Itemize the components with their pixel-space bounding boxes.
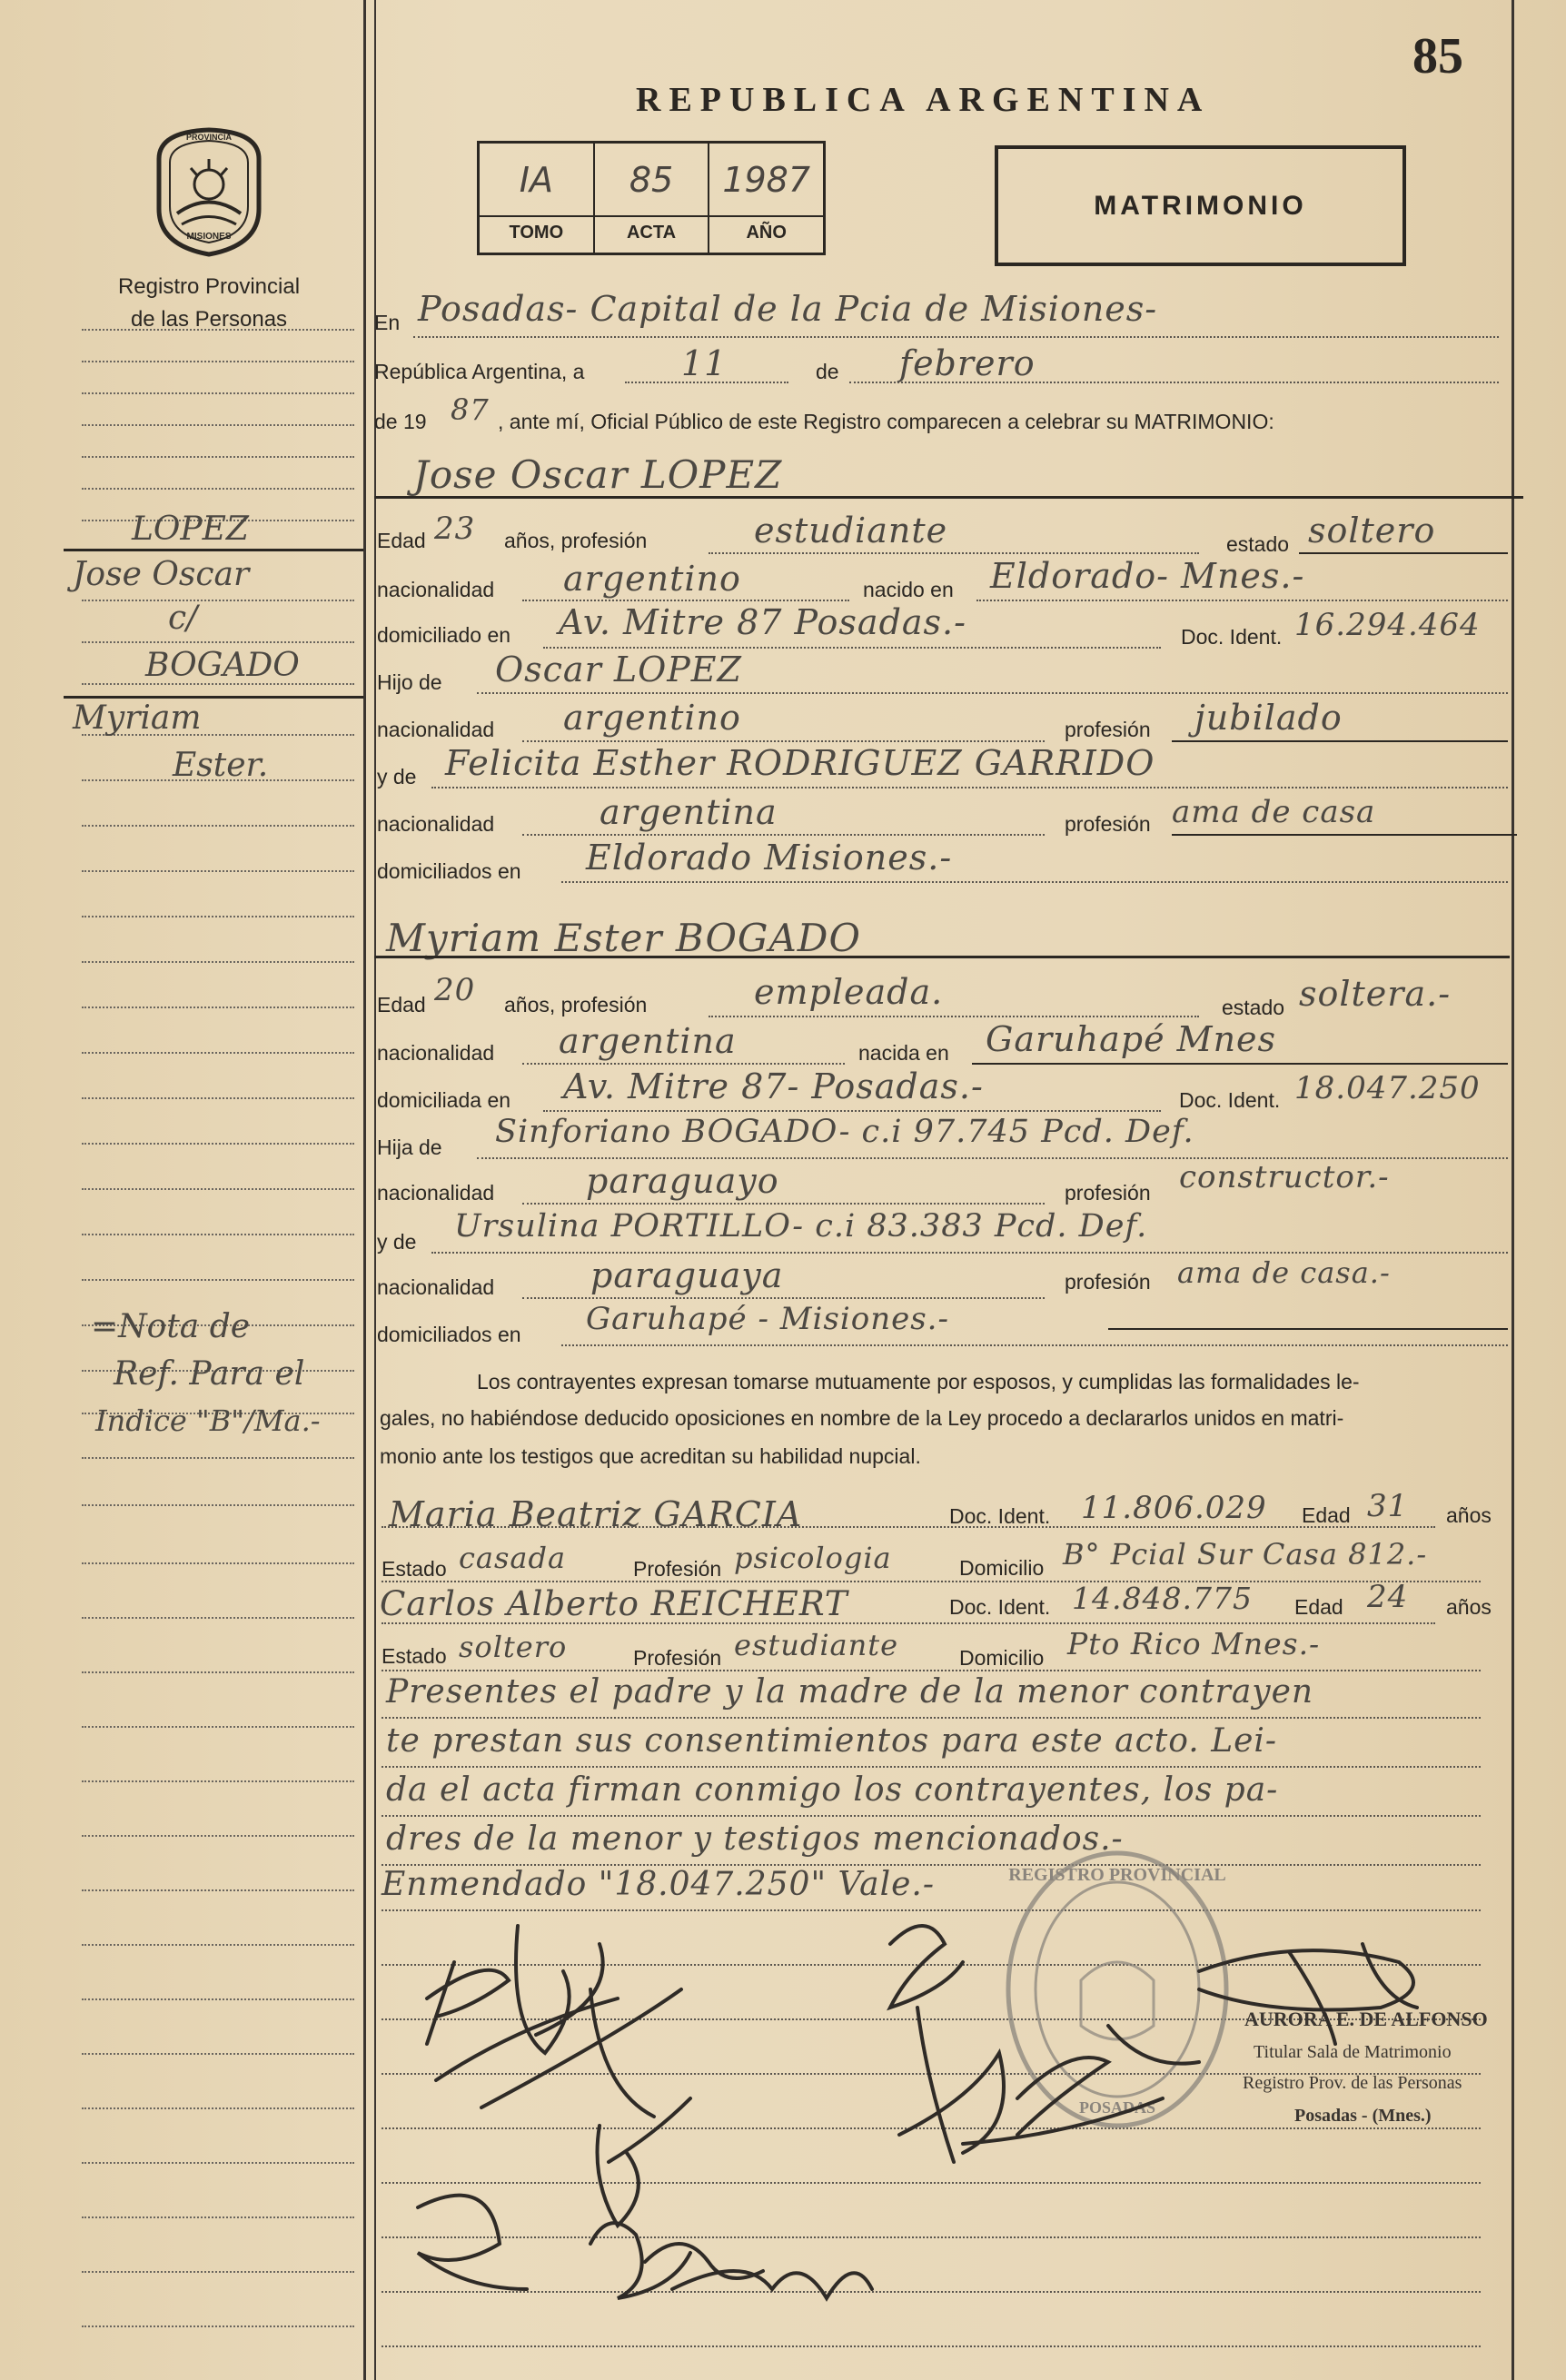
bride-profession: empleada. bbox=[754, 972, 944, 1012]
margin-row bbox=[82, 361, 354, 362]
groom-father-prof-label: profesión bbox=[1065, 718, 1151, 741]
groom-estado-label: estado bbox=[1226, 532, 1290, 556]
margin-row bbox=[82, 1998, 354, 2000]
notes-line-5: Enmendado "18.047.250" Vale.- bbox=[382, 1866, 936, 1903]
bride-nationality: argentina bbox=[559, 1021, 737, 1061]
witness-1-line-2 bbox=[382, 1581, 1481, 1582]
margin-surname-2: BOGADO bbox=[145, 647, 300, 684]
witness-2-estado-label: Estado bbox=[382, 1644, 447, 1668]
notes-line-3: da el acta firman conmigo los contrayentes, los pa- bbox=[386, 1771, 1279, 1809]
margin-row bbox=[82, 2325, 354, 2327]
margin-row bbox=[82, 2162, 354, 2164]
bride-age-label: Edad bbox=[377, 993, 426, 1016]
bride-father-prof-label: profesión bbox=[1065, 1181, 1151, 1205]
margin-row bbox=[82, 1617, 354, 1619]
country-heading: REPUBLICA ARGENTINA bbox=[636, 81, 1211, 119]
provincial-seal-icon bbox=[150, 123, 268, 259]
margin-row bbox=[82, 1835, 354, 1837]
bride-doc-label: Doc. Ident. bbox=[1179, 1088, 1281, 1112]
margin-row bbox=[82, 870, 354, 872]
margin-row bbox=[82, 1504, 354, 1506]
margin-row bbox=[82, 1188, 354, 1190]
official-name: AURORA E. DE ALFONSO bbox=[1244, 2008, 1488, 2030]
ano-cell bbox=[709, 144, 823, 253]
witness-2-profession: estudiante bbox=[734, 1628, 899, 1662]
witness-1-profession: psicologia bbox=[734, 1541, 892, 1575]
de-label: de bbox=[816, 360, 839, 383]
groom-birthplace: Eldorado- Mnes.- bbox=[990, 556, 1305, 596]
bride-born-label: nacida en bbox=[858, 1041, 949, 1065]
groom-mother-line bbox=[431, 787, 1508, 788]
margin-note-3: Indice "B"/Ma.- bbox=[95, 1403, 321, 1438]
registry-name bbox=[91, 271, 327, 336]
groom-born-label: nacido en bbox=[863, 578, 954, 601]
groom-mother-prof-label: profesión bbox=[1065, 812, 1151, 836]
witness-2-doc-label: Doc. Ident. bbox=[949, 1595, 1051, 1619]
republic-label: República Argentina, a bbox=[374, 360, 585, 383]
notes-rule-1 bbox=[382, 1717, 1481, 1719]
day-value: 11 bbox=[681, 343, 728, 383]
witness-2-name: Carlos Alberto REICHERT bbox=[380, 1584, 848, 1623]
margin-name-2b: Ester. bbox=[173, 747, 269, 784]
bride-dom-label: domiciliada en bbox=[377, 1088, 511, 1112]
bride-mother: Ursulina PORTILLO- c.i 83.383 Pcd. Def. bbox=[454, 1208, 1148, 1245]
notes-rule-3 bbox=[382, 1815, 1481, 1817]
margin-row bbox=[82, 961, 354, 963]
en-label: En bbox=[374, 311, 401, 334]
bride-civil-state: soltera.- bbox=[1299, 974, 1452, 1014]
witness-1-address: B° Pcial Sur Casa 812.- bbox=[1063, 1537, 1428, 1572]
month-value: febrero bbox=[899, 343, 1036, 383]
margin-name-2: Myriam bbox=[73, 699, 202, 737]
bride-father-nat-label: nacionalidad bbox=[377, 1181, 495, 1205]
groom-prof-line bbox=[709, 552, 1199, 554]
notes-line-2: te prestan sus consentimientos para este acto. Lei- bbox=[386, 1722, 1278, 1760]
bride-nat-line bbox=[522, 1063, 845, 1065]
margin-row bbox=[82, 1780, 354, 1782]
witness-1-name: Maria Beatriz GARCIA bbox=[389, 1494, 803, 1534]
margin-name-1: Jose Oscar bbox=[73, 556, 250, 593]
margin-row bbox=[82, 1052, 354, 1054]
groom-father-line bbox=[477, 692, 1508, 694]
bride-father-nat: paraguayo bbox=[586, 1161, 779, 1201]
witness-1-civil-state: casada bbox=[459, 1541, 567, 1575]
margin-row bbox=[82, 1457, 354, 1459]
tomo-value: IA bbox=[519, 160, 553, 200]
official-city: Posadas - (Mnes.) bbox=[1294, 2106, 1432, 2126]
stamp-top-text: REGISTRO PROVINCIAL bbox=[1008, 1865, 1226, 1885]
bride-mother-nat-line bbox=[522, 1297, 1045, 1299]
record-type-box: MATRIMONIO bbox=[995, 145, 1406, 266]
groom-mother-label: y de bbox=[377, 765, 417, 788]
father-signature bbox=[672, 2271, 872, 2298]
margin-note-2: Ref. Para el bbox=[114, 1355, 305, 1393]
witness-2-age-label: Edad bbox=[1294, 1595, 1343, 1619]
groom-father-nat-label: nacionalidad bbox=[377, 718, 495, 741]
groom-address: Av. Mitre 87 Posadas.- bbox=[559, 602, 966, 642]
witness-1-estado-label: Estado bbox=[382, 1557, 447, 1581]
year-value: 87 bbox=[451, 392, 490, 427]
groom-mother-prof-line bbox=[1172, 834, 1517, 836]
groom-full-name: Jose Oscar LOPEZ bbox=[413, 452, 783, 497]
declaration-line-3: monio ante los testigos que acreditan su habilidad nupcial. bbox=[380, 1444, 921, 1468]
groom-profession: estudiante bbox=[754, 511, 948, 550]
groom-mother-nat-line bbox=[522, 834, 1045, 836]
groom-father-nat-line bbox=[522, 740, 1045, 742]
bride-mother-prof: ama de casa.- bbox=[1177, 1255, 1391, 1290]
groom-name-line bbox=[374, 496, 1523, 499]
notes-line-4: dres de la menor y testigos mencionados.- bbox=[386, 1820, 1124, 1858]
margin-separator bbox=[64, 696, 363, 699]
witness-2-address: Pto Rico Mnes.- bbox=[1067, 1626, 1321, 1661]
witness-1-doc-label: Doc. Ident. bbox=[949, 1504, 1051, 1528]
margin-row bbox=[82, 424, 354, 426]
year-prefix: de 19 bbox=[374, 410, 427, 433]
groom-nat-line bbox=[522, 600, 849, 601]
place-value: Posadas- Capital de la Pcia de Misiones- bbox=[418, 289, 1158, 329]
volume-record-year-box bbox=[477, 141, 826, 255]
bride-birthplace: Garuhapé Mnes bbox=[986, 1019, 1277, 1059]
groom-parent-label: Hijo de bbox=[377, 670, 442, 694]
groom-age-label: Edad bbox=[377, 529, 426, 552]
margin-row bbox=[82, 2107, 354, 2109]
statement-text: , ante mí, Oficial Público de este Registro comparecen a celebrar su MATRIMONIO: bbox=[498, 410, 1274, 433]
bride-parents-dom-solid bbox=[1108, 1328, 1508, 1330]
bride-parents-dom-label: domiciliados en bbox=[377, 1323, 521, 1346]
groom-parents-dom-label: domiciliados en bbox=[377, 859, 521, 883]
margin-row bbox=[82, 1279, 354, 1281]
acta-cell bbox=[595, 144, 710, 253]
groom-mother-nat: argentina bbox=[600, 792, 778, 832]
tomo-label: TOMO bbox=[480, 215, 593, 243]
acta-label: ACTA bbox=[595, 215, 709, 243]
bride-parent-label: Hija de bbox=[377, 1135, 442, 1159]
groom-mother-nat-label: nacionalidad bbox=[377, 812, 495, 836]
witness-2-doc: 14.848.775 bbox=[1072, 1581, 1253, 1616]
margin-row bbox=[82, 1234, 354, 1235]
groom-prof-label: años, profesión bbox=[504, 529, 648, 552]
tomo-cell bbox=[480, 144, 595, 253]
bride-name-line bbox=[374, 956, 1510, 958]
groom-signature-flourish bbox=[436, 1989, 681, 2117]
margin-row bbox=[82, 825, 354, 827]
margin-row bbox=[82, 456, 354, 458]
margin-divider-line bbox=[363, 0, 366, 2380]
margin-row bbox=[82, 1944, 354, 1946]
groom-doc-label: Doc. Ident. bbox=[1181, 625, 1283, 649]
day-line bbox=[625, 382, 788, 383]
ano-label: AÑO bbox=[709, 215, 823, 243]
groom-address-line bbox=[543, 647, 1161, 649]
groom-father-prof-line bbox=[1172, 740, 1508, 742]
acta-value: 85 bbox=[629, 160, 674, 200]
registry-line-2: de las Personas bbox=[130, 307, 288, 332]
bride-father: Sinforiano BOGADO- c.i 97.745 Pcd. Def. bbox=[495, 1114, 1194, 1150]
notes-rule-2 bbox=[382, 1766, 1481, 1768]
margin-row bbox=[82, 2216, 354, 2218]
official-title: Titular Sala de Matrimonio bbox=[1254, 2042, 1452, 2062]
bride-mother-line bbox=[431, 1252, 1508, 1254]
margin-row bbox=[82, 916, 354, 917]
groom-nationality: argentino bbox=[563, 559, 741, 599]
signatures-area bbox=[382, 1862, 1508, 2371]
witness-1-dom-label: Domicilio bbox=[959, 1556, 1045, 1580]
bride-parents-address: Garuhapé - Misiones.- bbox=[586, 1301, 949, 1337]
margin-row bbox=[82, 392, 354, 394]
bride-parents-dom-line bbox=[561, 1344, 1508, 1346]
groom-father-nat: argentino bbox=[563, 698, 741, 738]
bride-address-line bbox=[543, 1110, 1161, 1112]
margin-row bbox=[82, 1562, 354, 1564]
margin-separator bbox=[64, 549, 363, 551]
witness-1-age-label: Edad bbox=[1302, 1503, 1351, 1527]
witness-2-civil-state: soltero bbox=[459, 1630, 568, 1664]
margin-row bbox=[82, 2053, 354, 2055]
bride-doc: 18.047.250 bbox=[1294, 1070, 1481, 1106]
groom-doc: 16.294.464 bbox=[1294, 607, 1481, 643]
witness-2-age: 24 bbox=[1367, 1579, 1409, 1615]
bride-mother-nat: paraguaya bbox=[590, 1255, 784, 1295]
stamp-bottom-text: POSADAS bbox=[1078, 2098, 1156, 2117]
bride-mother-nat-label: nacionalidad bbox=[377, 1275, 495, 1299]
groom-parents-address: Eldorado Misiones.- bbox=[586, 838, 953, 878]
bride-full-name: Myriam Ester BOGADO bbox=[386, 916, 861, 960]
margin-row bbox=[82, 600, 354, 601]
witness-1-anos-label: años bbox=[1446, 1503, 1492, 1527]
witness-1-line bbox=[382, 1526, 1435, 1528]
place-line bbox=[413, 336, 1499, 338]
declaration-line-1: Los contrayentes expresan tomarse mutuamente por esposos, y cumplidas las formalidades le- bbox=[477, 1370, 1360, 1393]
witness-2-anos-label: años bbox=[1446, 1595, 1492, 1619]
margin-divider-line-inner bbox=[374, 0, 376, 2380]
official-signature bbox=[1199, 1944, 1417, 2044]
bride-address: Av. Mitre 87- Posadas.- bbox=[563, 1066, 984, 1106]
margin-row bbox=[82, 1097, 354, 1099]
bride-father-nat-line bbox=[522, 1203, 1045, 1205]
margin-row bbox=[82, 1671, 354, 1673]
bride-prof-line bbox=[709, 1016, 1199, 1017]
margin-row bbox=[82, 2271, 354, 2273]
margin-row bbox=[82, 488, 354, 490]
groom-signature bbox=[427, 1926, 603, 2053]
margin-surname-1: LOPEZ bbox=[132, 511, 249, 548]
witness-2-line-2 bbox=[382, 1670, 1481, 1671]
groom-estado-line bbox=[1299, 552, 1508, 554]
month-line bbox=[849, 382, 1499, 383]
bride-mother-prof-label: profesión bbox=[1065, 1270, 1151, 1294]
witness-2-dom-label: Domicilio bbox=[959, 1646, 1045, 1670]
witness-1-doc: 11.806.029 bbox=[1081, 1490, 1267, 1526]
bride-birth-line bbox=[972, 1063, 1508, 1065]
groom-parents-dom-line bbox=[561, 881, 1508, 883]
groom-birth-line bbox=[976, 600, 1508, 601]
seal-top-text: PROVINCIA bbox=[185, 133, 233, 142]
page-number: 85 bbox=[1412, 28, 1463, 84]
witness-2-prof-label: Profesión bbox=[633, 1646, 722, 1670]
registry-line-1: Registro Provincial bbox=[117, 274, 301, 299]
official-office: Registro Prov. de las Personas bbox=[1243, 2073, 1462, 2093]
groom-dom-label: domiciliado en bbox=[377, 623, 511, 647]
groom-civil-state: soltero bbox=[1308, 511, 1436, 550]
bride-estado-label: estado bbox=[1222, 996, 1285, 1019]
margin-connector: c/ bbox=[168, 600, 198, 637]
bride-nat-label: nacionalidad bbox=[377, 1041, 495, 1065]
margin-note-1: =Nota de bbox=[91, 1308, 251, 1345]
groom-nat-label: nacionalidad bbox=[377, 578, 495, 601]
bride-father-prof: constructor.- bbox=[1179, 1159, 1390, 1195]
groom-age: 23 bbox=[434, 511, 476, 547]
margin-row bbox=[82, 1143, 354, 1145]
witness-2-line bbox=[382, 1622, 1435, 1624]
witness-1-age: 31 bbox=[1367, 1488, 1409, 1524]
declaration-line-2: gales, no habiéndose deducido oposiciones en nombre de la Ley procedo a declararlos unidos en matri- bbox=[380, 1406, 1344, 1430]
witness-2-signature bbox=[963, 2026, 1199, 2144]
bride-signature bbox=[418, 2098, 690, 2289]
witness-1-prof-label: Profesión bbox=[633, 1557, 722, 1581]
right-border-line bbox=[1511, 0, 1514, 2380]
margin-row bbox=[82, 1726, 354, 1728]
margin-row bbox=[82, 1889, 354, 1891]
margin-row bbox=[82, 1007, 354, 1008]
groom-mother: Felicita Esther RODRIGUEZ GARRIDO bbox=[445, 743, 1155, 783]
bride-prof-label: años, profesión bbox=[504, 993, 648, 1016]
ano-value: 1987 bbox=[722, 160, 811, 200]
margin-row bbox=[82, 641, 354, 643]
bride-age: 20 bbox=[434, 972, 476, 1008]
groom-father-prof: jubilado bbox=[1194, 698, 1343, 738]
seal-bottom-text: MISIONES bbox=[186, 232, 232, 242]
witness-1-signature bbox=[890, 1926, 1004, 2162]
margin-row bbox=[82, 329, 354, 331]
notes-line-1: Presentes el padre y la madre de la menor contrayen bbox=[386, 1673, 1314, 1711]
bride-mother-label: y de bbox=[377, 1230, 417, 1254]
groom-mother-prof: ama de casa bbox=[1172, 794, 1376, 830]
groom-father: Oscar LOPEZ bbox=[495, 650, 742, 689]
